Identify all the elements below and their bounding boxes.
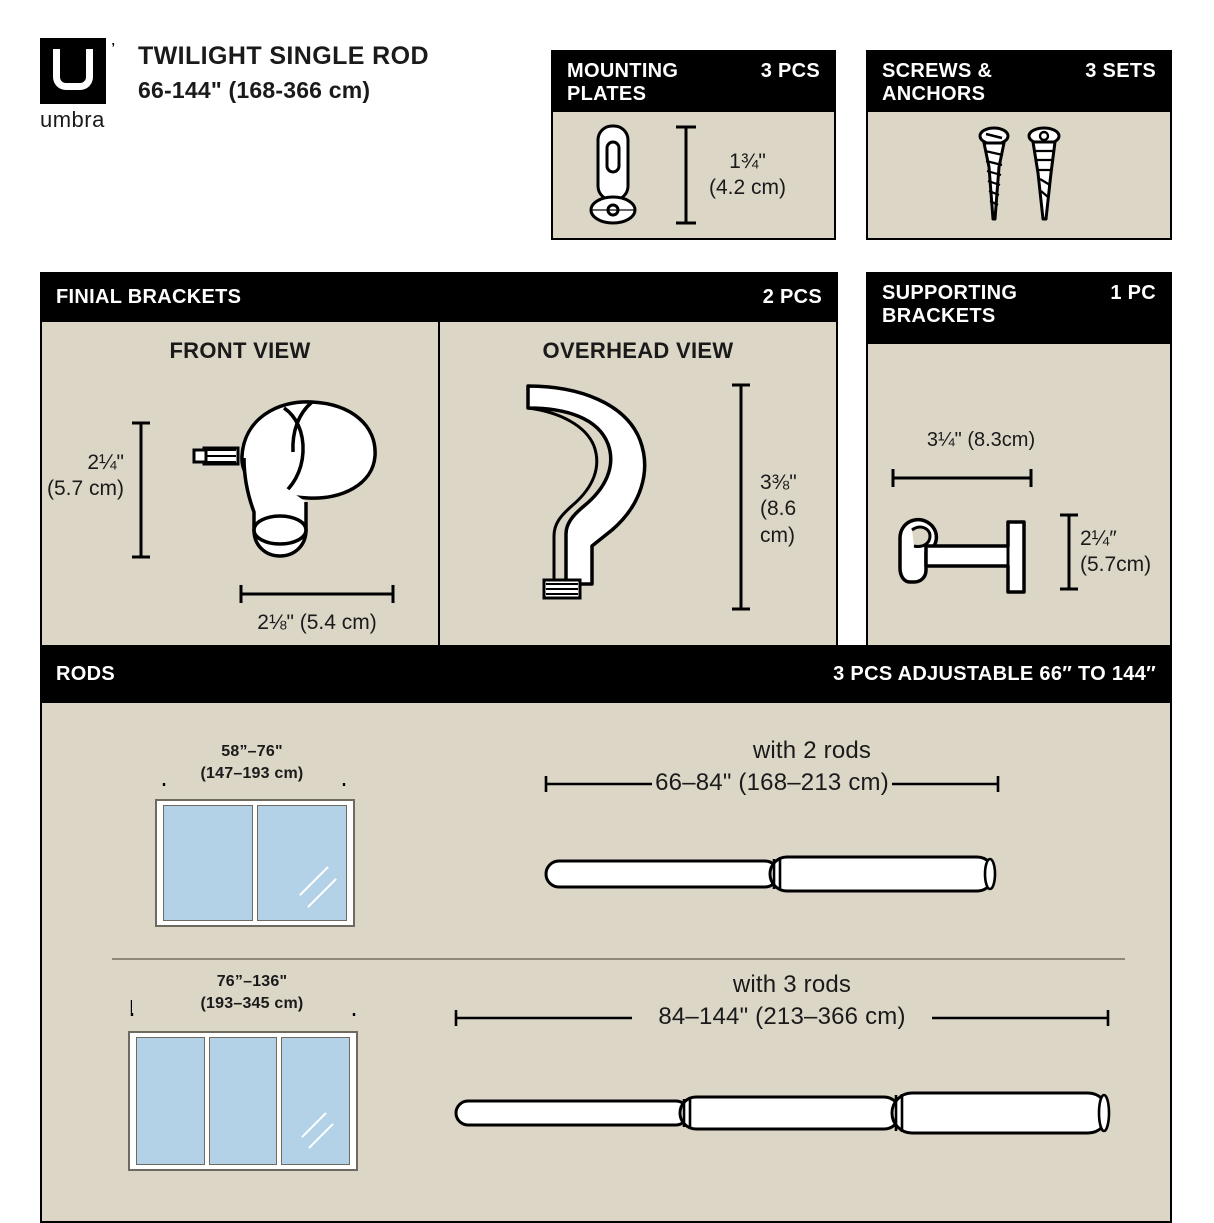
brand-name: umbra xyxy=(40,107,105,132)
glass-shine-icon xyxy=(294,864,340,910)
two-section-rod-icon xyxy=(542,851,1002,899)
rod-range-2: 66–84" (168–213 cm) xyxy=(655,769,889,796)
panel-header xyxy=(866,50,1172,112)
front-view-height-cm: (5.7 cm) xyxy=(46,477,124,501)
rod-label-2: with 2 rods xyxy=(752,737,872,764)
panel-title: SCREWS & ANCHORS xyxy=(882,60,993,105)
panel-rods xyxy=(40,645,1172,1223)
supporting-bracket-icon xyxy=(888,502,1048,612)
panel-body xyxy=(866,344,1172,662)
supporting-bracket-width-dimension xyxy=(890,468,1034,488)
finial-bracket-front-icon xyxy=(172,380,402,570)
window-pane xyxy=(163,805,253,921)
panel-header xyxy=(551,50,836,112)
front-view-label: FRONT VIEW xyxy=(169,338,311,363)
window-graphic-2-pane xyxy=(155,799,355,927)
supporting-bracket-width-label: 3¼" (8.3cm) xyxy=(926,429,1036,451)
window-pane xyxy=(281,1037,350,1165)
front-view-width-label: 2⅛" (5.4 cm) xyxy=(257,611,377,634)
dimension-line-icon xyxy=(673,123,699,227)
panel-supporting-brackets xyxy=(866,272,1172,662)
panel-finial-brackets xyxy=(40,272,838,662)
overhead-depth-dimension xyxy=(730,382,752,612)
finial-bracket-overhead-icon xyxy=(500,374,700,624)
supporting-bracket-height-dimension xyxy=(1058,512,1080,592)
window-dim-in-2: 58”–76" xyxy=(221,743,283,760)
page-title: TWILIGHT SINGLE ROD xyxy=(138,42,429,70)
panel-title: FINIAL BRACKETS xyxy=(56,285,242,308)
panel-quantity: 3 SETS xyxy=(1085,60,1156,82)
screw-and-anchor-icon xyxy=(954,121,1084,229)
window-dim-in-3: 76”–136" xyxy=(216,973,288,990)
overhead-view-label: OVERHEAD VIEW xyxy=(542,338,734,363)
trademark-mark: ’ xyxy=(111,40,115,55)
panel-quantity: 2 PCS xyxy=(762,285,822,308)
front-view-width-dimension xyxy=(238,584,396,604)
product-title-block xyxy=(138,38,429,104)
panel-screws-anchors xyxy=(866,50,1172,240)
mounting-plate-dim-in: 1¾" xyxy=(729,149,766,173)
panel-body xyxy=(866,112,1172,240)
window-dim-cm-3: (193–345 cm) xyxy=(132,995,372,1013)
brand-header xyxy=(40,38,429,133)
supporting-bracket-height-in: 2¼″ xyxy=(1080,527,1117,550)
panel-mounting-plates xyxy=(551,50,836,240)
rod-range-3: 84–144" (213–366 cm) xyxy=(658,1003,906,1030)
panel-title: RODS xyxy=(56,662,115,685)
panel-body xyxy=(40,703,1172,1223)
window-graphic-3-pane xyxy=(128,1031,358,1171)
panel-title: SUPPORTING BRACKETS xyxy=(882,282,1018,327)
umbra-logo xyxy=(40,38,118,133)
glass-shine-icon xyxy=(297,1108,343,1154)
panel-quantity: 3 PCS ADJUSTABLE 66″ TO 144″ xyxy=(833,662,1156,685)
mounting-plate-icon xyxy=(553,120,673,230)
finial-front-view xyxy=(42,322,438,660)
page-subtitle: 66-144" (168-366 cm) xyxy=(138,76,371,103)
finial-overhead-view xyxy=(438,322,836,660)
rod-label-3: with 3 rods xyxy=(732,971,852,998)
mounting-plate-dim-cm: (4.2 cm) xyxy=(709,176,787,199)
overhead-depth-cm: (8.6 cm) xyxy=(760,497,797,547)
panel-quantity: 3 PCS xyxy=(760,60,820,82)
window-dim-cm-2: (147–193 cm) xyxy=(152,765,352,783)
front-view-height-dimension xyxy=(130,420,152,560)
three-section-rod-icon xyxy=(452,1087,1112,1139)
panel-header xyxy=(40,645,1172,703)
mounting-plate-dimension xyxy=(673,123,834,227)
supporting-bracket-height-cm: (5.7cm) xyxy=(1080,553,1152,577)
panel-body xyxy=(40,322,838,662)
section-divider xyxy=(112,958,1125,960)
umbra-u-logo-icon xyxy=(40,38,115,104)
front-view-height-in: 2¼" xyxy=(87,451,124,474)
window-pane xyxy=(257,805,347,921)
window-pane xyxy=(209,1037,278,1165)
panel-header xyxy=(40,272,838,322)
window-pane xyxy=(136,1037,205,1165)
panel-body xyxy=(551,112,836,240)
panel-quantity: 1 PC xyxy=(1110,282,1156,304)
overhead-depth-in: 3⅜" xyxy=(760,471,797,494)
panel-title: MOUNTING PLATES xyxy=(567,60,679,105)
panel-header xyxy=(866,272,1172,344)
